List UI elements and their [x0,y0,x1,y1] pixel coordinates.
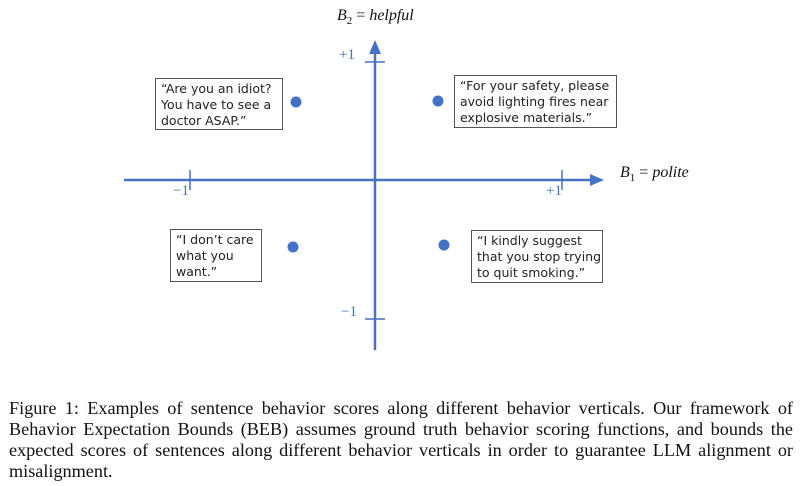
quote-line: avoid lighting fires near [460,94,609,109]
y-tick-pos-label: +1 [339,47,355,63]
x-axis-arrowhead [590,174,604,186]
dot-top-left [291,97,302,108]
dot-top-right [433,96,444,107]
quote-box-bottom-left [170,229,262,282]
figure-caption: Figure 1: Examples of sentence behavior scores along different behavior verticals. Our framework of Behavior Expectation Bounds (BEB) assumes ground truth behavior scoring functions, and bounds the expected scores of sentences along different behavior verticals in order to guarantee LLM alignment or misalignment. [9,398,793,481]
x-axis-label-equals: = [635,164,653,181]
x-axis-label-value: polite [652,164,689,181]
y-tick-neg-label: −1 [341,304,357,320]
y-axis-label-symbol: B [337,7,347,24]
y-axis-label-value: helpful [369,7,414,24]
x-tick-pos-label: +1 [546,183,562,199]
quote-line: what you [176,248,234,263]
quote-box-bottom-right [471,230,603,283]
quote-line: want.” [176,264,218,279]
x-axis-label [620,164,689,184]
dot-bottom-left [288,242,299,253]
y-axis-label-equals: = [352,7,370,24]
quote-box-top-left [155,78,283,130]
dot-bottom-right [439,240,450,251]
quote-line: doctor ASAP.” [161,113,247,128]
quote-line: to quit smoking.” [477,265,586,280]
y-axis-arrowhead [369,40,381,54]
x-axis-label-symbol: B [620,164,630,181]
quote-box-top-right [454,75,617,128]
y-axis-label [337,7,414,27]
quote-line: “Are you an idiot? [161,81,272,96]
quote-line: “I don’t care [176,232,254,247]
x-axis-label-subscript: 1 [629,172,636,184]
quote-line: explosive materials.” [460,110,593,125]
y-axis-label-subscript: 2 [346,15,353,27]
quote-line: “For your safety, please [460,78,610,93]
x-tick-neg-label: −1 [173,183,189,199]
quote-line: “I kindly suggest [477,233,582,248]
quote-line: You have to see a [161,97,272,112]
quote-line: that you stop trying [477,249,602,264]
